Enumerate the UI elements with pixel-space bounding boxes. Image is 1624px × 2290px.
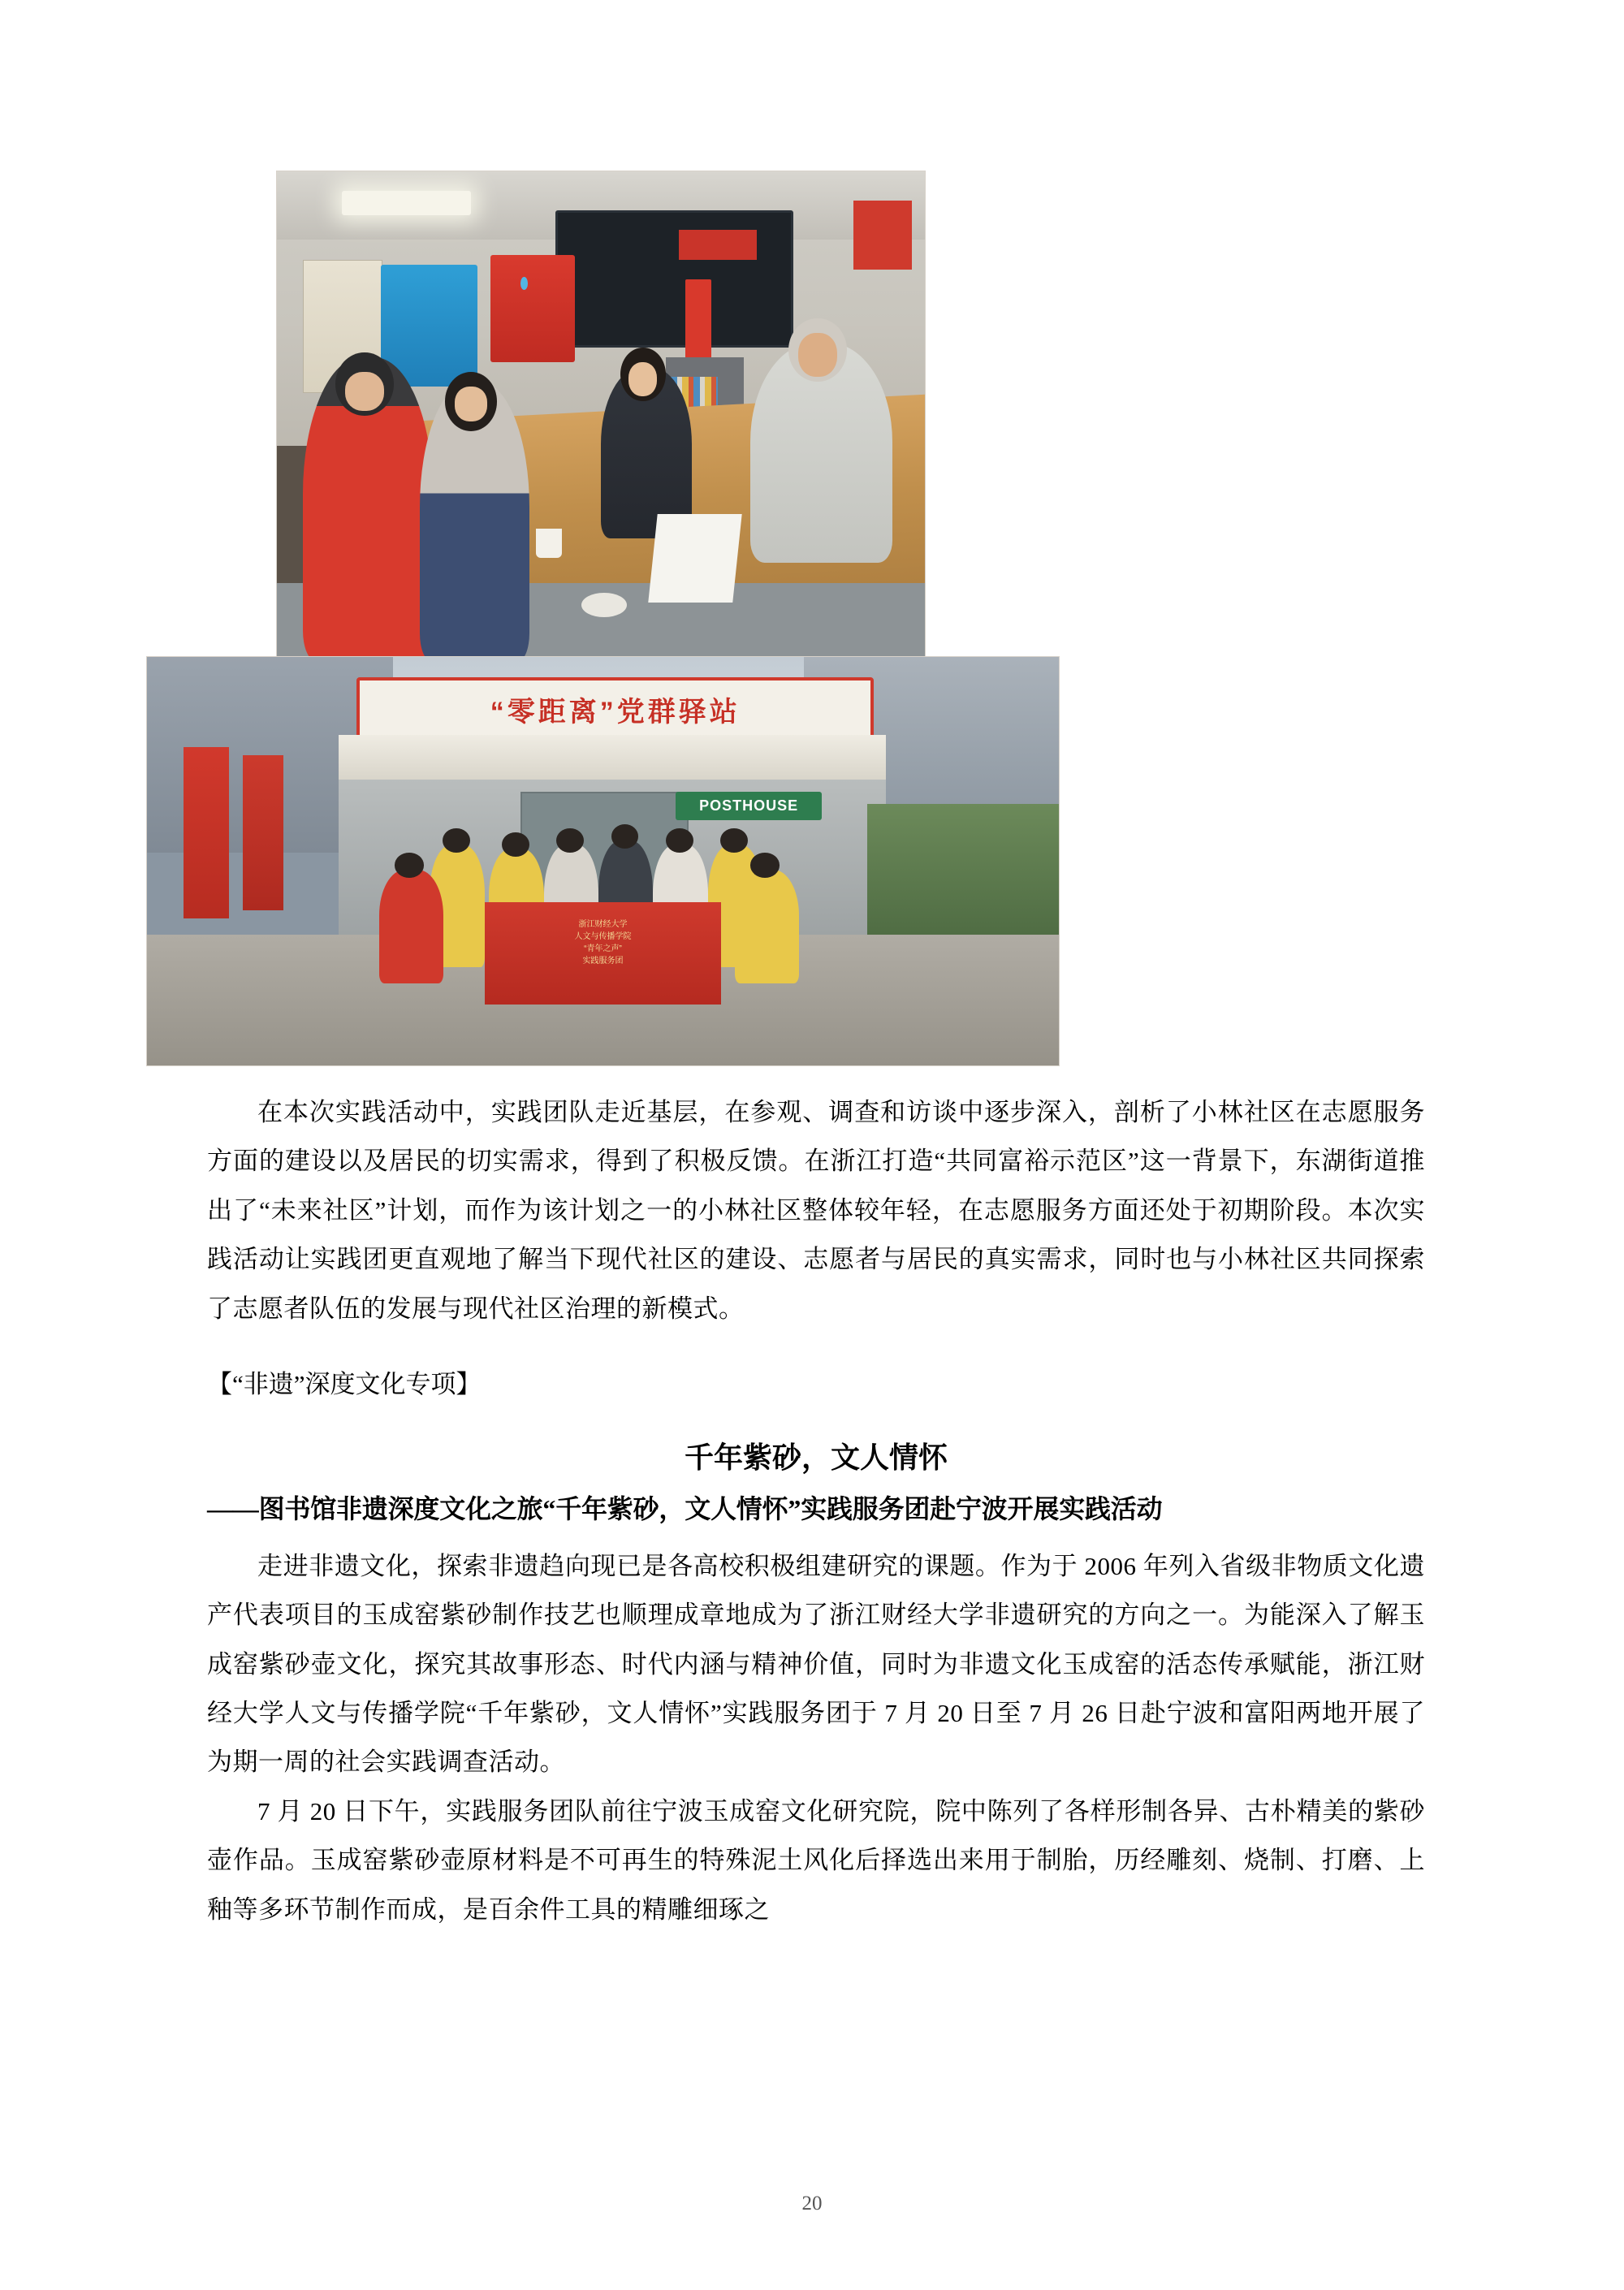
section-tag-heritage: 【“非遗”深度文化专项】 bbox=[207, 1370, 482, 1399]
paragraph-community-practice: 在本次实践活动中，实践团队走近基层，在参观、调查和访谈中逐步深入，剖析了小林社区在志愿服务方面的建设以及居民的切实需求，得到了积极反馈。在浙江打造“共同富裕示范区”这一背景下，东湖街道推出了“未来社区”计划，而作为该计划之一的小林社区整体较年轻，在志愿服务方面还处于初期阶段。本次实践活动让实践团更直观地了解当下现代社区的建设、志愿者与居民的真实需求，同时也与小林社区共同探索了志愿者队伍的发展与现代社区治理的新模式。 bbox=[207, 1098, 1425, 1323]
station-sign-text: “零距离”党群驿站 bbox=[490, 696, 741, 728]
paragraph-july20-visit: 7 月 20 日下午，实践服务团队前往宁波玉成窑文化研究院，院中陈列了各样形制各异、古朴精美的紫砂壶作品。玉成窑紫砂壶原材料是不可再生的特殊泥土风化后择选出来用于制胎，历经雕刻、烧制、打磨、上釉等多环节制作而成，是百余件工具的精雕细琢之 bbox=[207, 1796, 1425, 1924]
page-number: 20 bbox=[801, 2193, 823, 2214]
article-title: 千年紫砂，文人情怀 bbox=[684, 1441, 948, 1475]
team-flag-text: 浙江财经大学 人文与传播学院 “青年之声” 实践服务团 bbox=[574, 919, 632, 966]
posthouse-sign: POSTHOUSE bbox=[676, 792, 822, 820]
document-body bbox=[207, 0, 1425, 1934]
article-subtitle: ——图书馆非遗深度文化之旅“千年紫砂，文人情怀”实践服务团赴宁波开展实践活动 bbox=[207, 1494, 1163, 1524]
paragraph-heritage-intro: 走进非遗文化，探索非遗趋向现已是各高校积极组建研究的课题。作为于 2006 年列入省级非物质文化遗产代表项目的玉成窑紫砂制作技艺也顺理成章地成为了浙江财经大学非遗研究的方向之一。为能深入了解玉成窑紫砂壶文化，探究其故事形态、时代内涵与精神价值，同时为非遗文化玉成窑的活态传承赋能，浙江财经大学人文与传播学院“千年紫砂，文人情怀”实践服务团于 7 月 20 日至 7 月 26 日赴宁波和富阳两地开展了为期一周的社会实践调查活动。 bbox=[207, 1551, 1425, 1777]
